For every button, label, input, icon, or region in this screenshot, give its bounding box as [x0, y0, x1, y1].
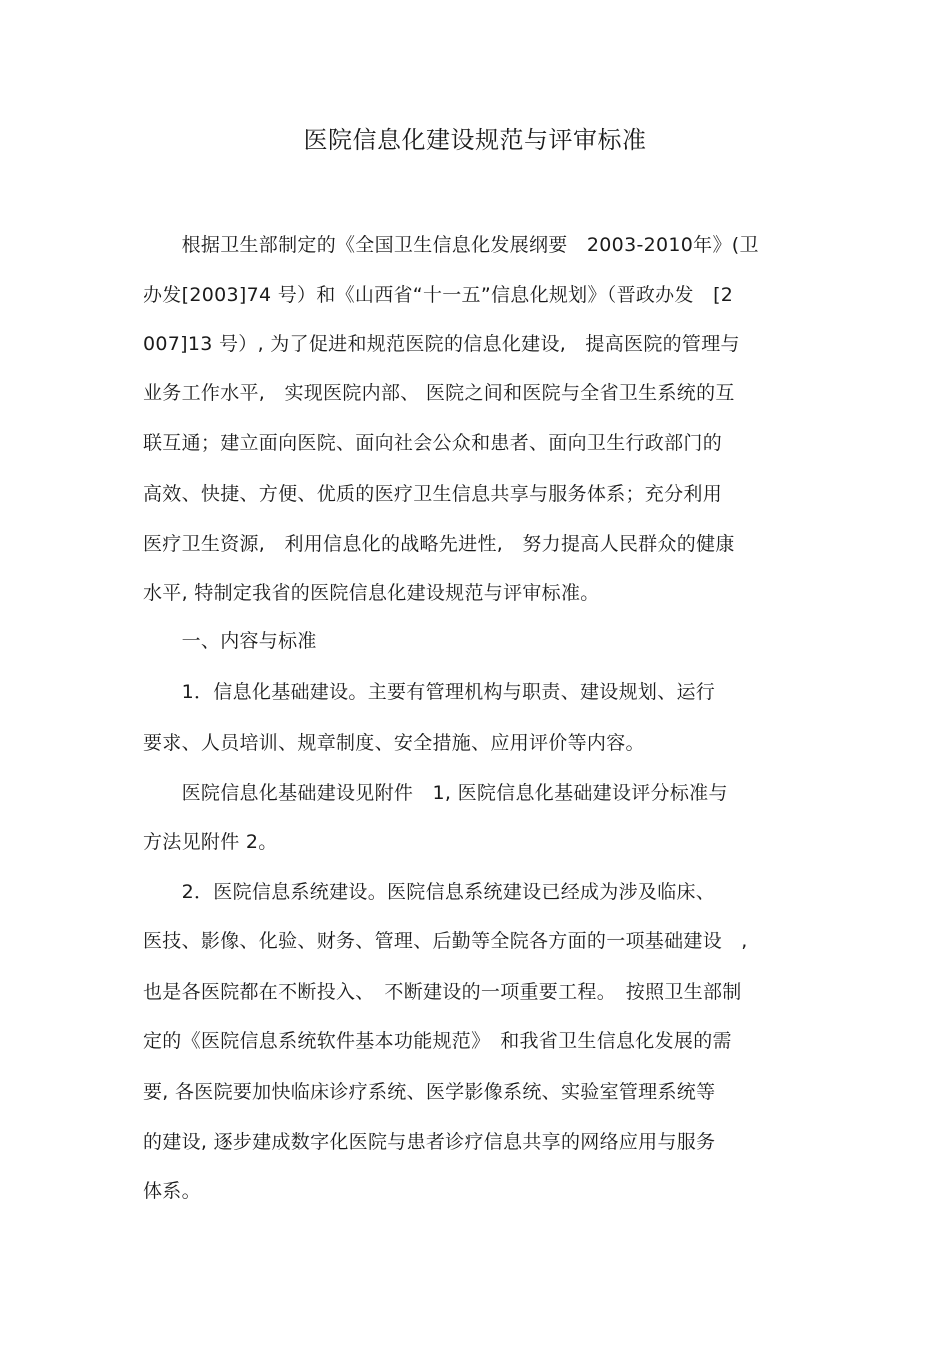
text-line: 根据卫生部制定的《全国卫生信息化发展纲要 2003-2010年》(卫: [143, 234, 759, 256]
text-line: 要求、人员培训、规章制度、安全措施、应用评价等内容。: [143, 732, 645, 754]
text-line: 007]13 号）, 为了促进和规范医院的信息化建设, 提高医院的管理与: [143, 333, 740, 355]
text-line: 定的《医院信息系统软件基本功能规范》 和我省卫生信息化发展的需: [143, 1030, 732, 1052]
section-heading: 一、内容与标准: [143, 630, 317, 652]
text-line: 高效、快捷、方便、优质的医疗卫生信息共享与服务体系；充分利用: [143, 483, 723, 505]
text-line: 办发[2003]74 号）和《山西省“十一五”信息化规划》（晋政办发 [2: [143, 284, 734, 306]
text-line: 方法见附件 2。: [143, 831, 278, 853]
text-line: 1．信息化基础建设。主要有管理机构与职责、建设规划、运行: [143, 681, 716, 703]
text-line: 的建设, 逐步建成数字化医院与患者诊疗信息共享的网络应用与服务: [143, 1131, 716, 1153]
text-line: 也是各医院都在不断投入、 不断建设的一项重要工程。 按照卫生部制: [143, 981, 742, 1003]
text-line: 医疗卫生资源, 利用信息化的战略先进性, 努力提高人民群众的健康: [143, 533, 735, 555]
text-line: 体系。: [143, 1180, 201, 1202]
text-line: 医院信息化基础建设见附件 1, 医院信息化基础建设评分标准与: [143, 782, 728, 804]
text-line: 要, 各医院要加快临床诊疗系统、医学影像系统、实验室管理系统等: [143, 1081, 716, 1103]
text-line: 业务工作水平, 实现医院内部、 医院之间和医院与全省卫生系统的互: [143, 382, 735, 404]
text-line: 医技、影像、化验、财务、管理、后勤等全院各方面的一项基础建设 ,: [143, 930, 748, 952]
text-line: 2．医院信息系统建设。医院信息系统建设已经成为涉及临床、: [143, 881, 716, 903]
document-title: 医院信息化建设规范与评审标准: [303, 126, 647, 154]
text-line: 水平, 特制定我省的医院信息化建设规范与评审标准。: [143, 582, 600, 604]
text-line: 联互通；建立面向医院、面向社会公众和患者、面向卫生行政部门的: [143, 432, 723, 454]
